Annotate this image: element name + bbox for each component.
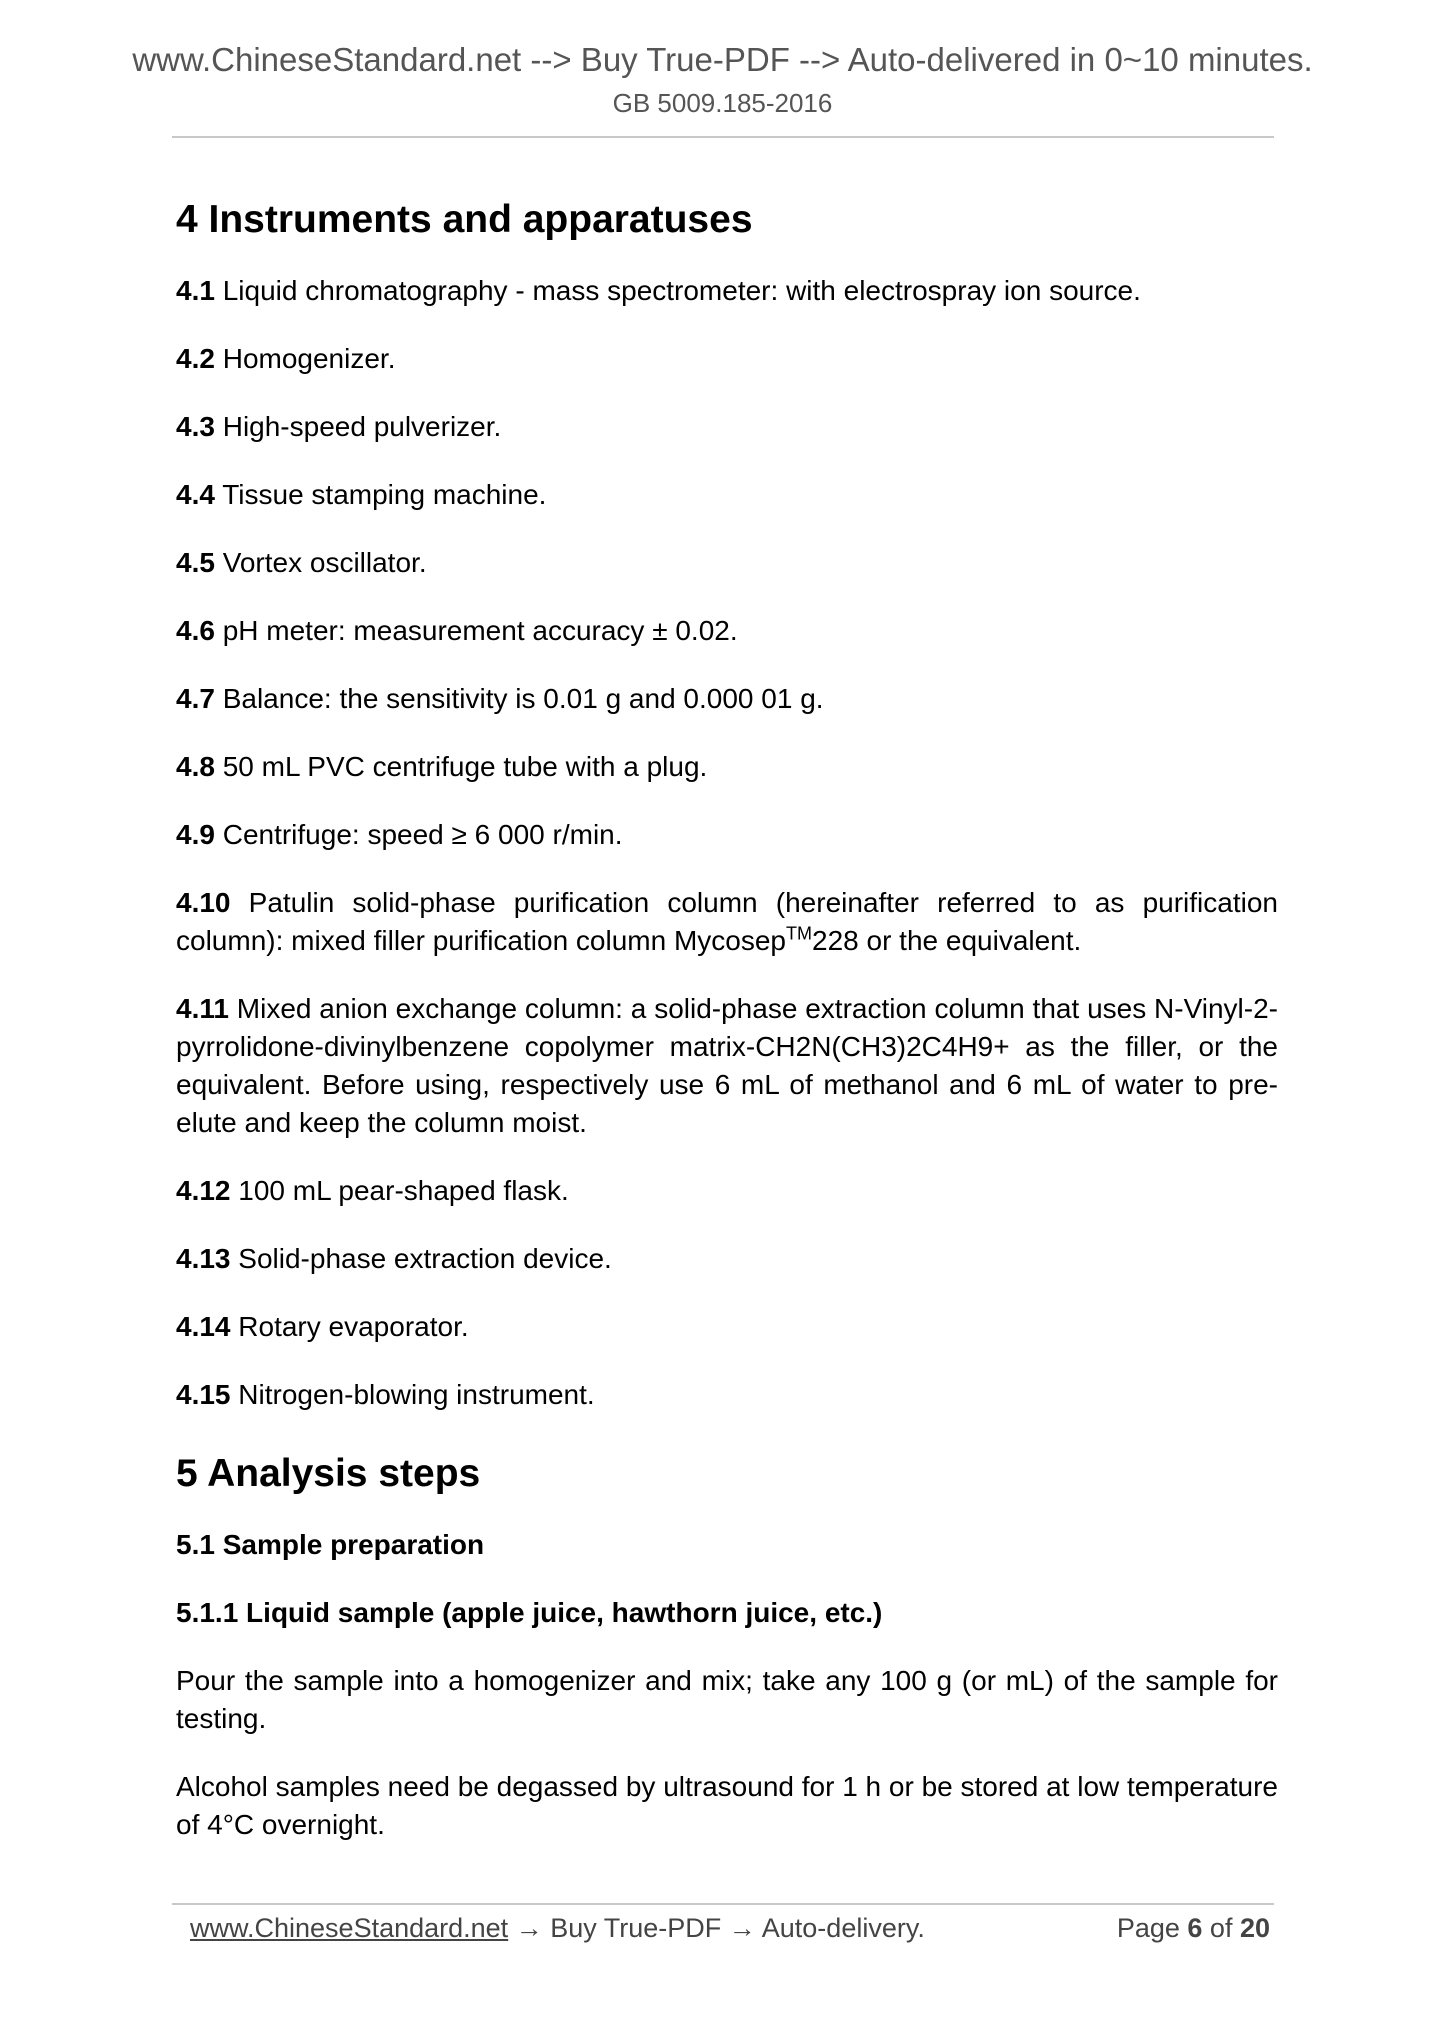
item-number: 4.6 xyxy=(176,615,215,646)
page-footer xyxy=(190,1910,1270,1946)
list-item-4-9 xyxy=(176,816,1278,854)
item-text: 50 mL PVC centrifuge tube with a plug. xyxy=(214,751,708,782)
current-page-number: 6 xyxy=(1187,1913,1203,1943)
list-item-4-11 xyxy=(176,990,1278,1142)
item-text: Nitrogen-blowing instrument. xyxy=(230,1379,595,1410)
item-number: 4.8 xyxy=(176,751,215,782)
paragraph-liquid-sample: Pour the sample into a homogenizer and mix; take any 100 g (or mL) of the sample for testing. xyxy=(176,1665,1278,1734)
list-item-4-8 xyxy=(176,748,1278,786)
item-number: 4.4 xyxy=(176,479,215,510)
list-item-4-6 xyxy=(176,612,1278,650)
item-number: 4.1 xyxy=(176,275,215,306)
item-text: pH meter: measurement accuracy ± 0.02. xyxy=(214,615,738,646)
item-text: Rotary evaporator. xyxy=(230,1311,469,1342)
page-indicator xyxy=(1117,1910,1270,1946)
list-item-4-14 xyxy=(176,1308,1278,1346)
item-number: 4.2 xyxy=(176,343,215,374)
footer-left xyxy=(190,1910,925,1946)
list-item-4-15 xyxy=(176,1376,1278,1414)
item-text: Centrifuge: speed ≥ 6 000 r/min. xyxy=(214,819,623,850)
item-text-continued: 228 or the equivalent. xyxy=(812,925,1082,956)
list-item-4-10 xyxy=(176,884,1278,960)
header-divider xyxy=(172,136,1274,138)
item-text: Mixed anion exchange column: a solid-phase extraction column that uses N-Vinyl-2-pyrrolidone-divinylbenzene copolymer matrix-CH2N(CH3)2C4H9+ as the filler, or the equivalent. Before using, respectively use 6 mL of methanol and 6 mL of water to pre-elute and keep the column moist. xyxy=(176,993,1278,1138)
footer-auto-text: Auto-delivery. xyxy=(761,1913,925,1943)
section-4-title: 4 Instruments and apparatuses xyxy=(176,198,753,241)
list-item-4-1 xyxy=(176,272,1278,310)
list-item-4-2 xyxy=(176,340,1278,378)
item-text: Solid-phase extraction device. xyxy=(230,1243,612,1274)
list-item-4-4 xyxy=(176,476,1278,514)
item-text: High-speed pulverizer. xyxy=(214,411,502,442)
item-number: 4.13 xyxy=(176,1243,231,1274)
subsection-5-1-title: 5.1 Sample preparation xyxy=(176,1529,485,1560)
list-item-4-7 xyxy=(176,680,1278,718)
footer-buy-text: Buy True-PDF xyxy=(550,1913,722,1943)
subsection-5-1-1-title: 5.1.1 Liquid sample (apple juice, hawthorn juice, etc.) xyxy=(176,1597,883,1628)
footer-divider xyxy=(172,1903,1274,1905)
header-doc-id: GB 5009.185-2016 xyxy=(612,88,833,118)
item-number: 4.10 xyxy=(176,887,231,918)
item-text: Liquid chromatography - mass spectrometer: with electrospray ion source. xyxy=(214,275,1141,306)
item-text: Patulin solid-phase purification column (hereinafter referred to as purification column): mixed filler purification column Mycosep xyxy=(176,887,1278,956)
paragraph-alcohol-sample: Alcohol samples need be degassed by ultrasound for 1 h or be stored at low temperature of 4°C overnight. xyxy=(176,1771,1278,1840)
item-number: 4.5 xyxy=(176,547,215,578)
item-number: 4.15 xyxy=(176,1379,231,1410)
arrow-right-icon: → xyxy=(721,1913,762,1943)
list-item-4-5 xyxy=(176,544,1278,582)
item-text: Tissue stamping machine. xyxy=(214,479,547,510)
item-number: 4.14 xyxy=(176,1311,231,1342)
item-number: 4.7 xyxy=(176,683,215,714)
header-banner: www.ChineseStandard.net --> Buy True-PDF --> Auto-delivered in 0~10 minutes. xyxy=(132,41,1313,78)
item-text: 100 mL pear-shaped flask. xyxy=(230,1175,569,1206)
item-text: Balance: the sensitivity is 0.01 g and 0.000 01 g. xyxy=(214,683,824,714)
of-label: of xyxy=(1202,1913,1240,1943)
page-label: Page xyxy=(1116,1913,1188,1943)
section-5-title: 5 Analysis steps xyxy=(176,1452,481,1495)
total-pages-number: 20 xyxy=(1239,1913,1270,1943)
item-number: 4.3 xyxy=(176,411,215,442)
footer-site-link[interactable]: www.ChineseStandard.net xyxy=(190,1913,509,1943)
item-text: Vortex oscillator. xyxy=(214,547,427,578)
list-item-4-13 xyxy=(176,1240,1278,1278)
trademark-superscript: TM xyxy=(786,923,812,944)
list-item-4-12 xyxy=(176,1172,1278,1210)
item-number: 4.9 xyxy=(176,819,215,850)
page-content xyxy=(176,190,1278,1874)
item-number: 4.12 xyxy=(176,1175,231,1206)
list-item-4-3 xyxy=(176,408,1278,446)
item-text: Homogenizer. xyxy=(214,343,396,374)
arrow-right-icon: → xyxy=(508,1913,551,1943)
item-number: 4.11 xyxy=(176,993,229,1024)
